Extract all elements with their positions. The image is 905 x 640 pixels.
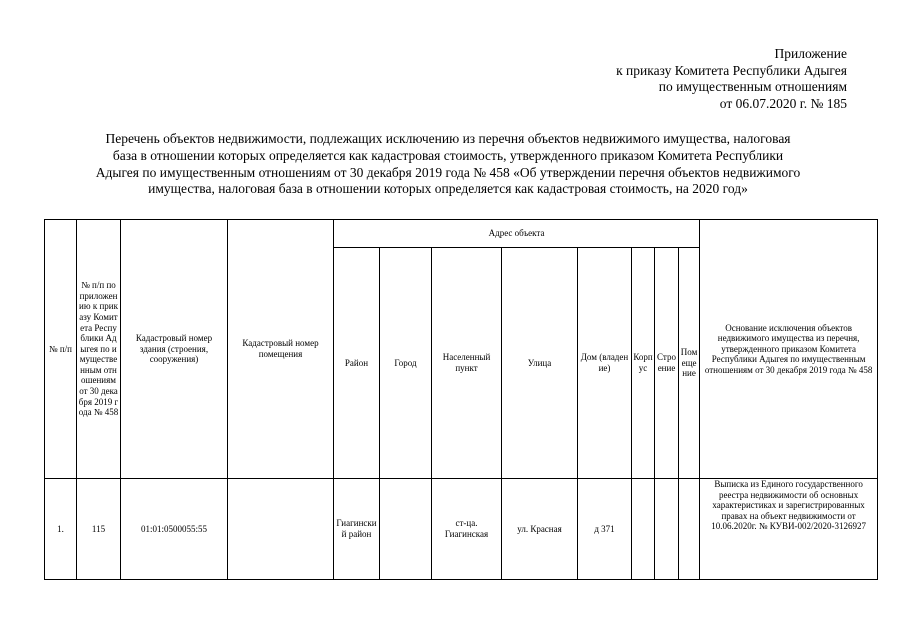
- cell-locality: ст-ца. Гиагинская: [432, 479, 502, 580]
- header-pomeschenie: Помещение: [679, 248, 700, 479]
- cell-stroenie: [655, 479, 679, 580]
- header-basis: Основание исключения объектов недвижимого имущества из перечня, утвержденного приказом Комитета Республики Адыгея по имущественным отношениям от 30 декабря 2019 года № 458: [700, 220, 878, 479]
- cell-num-in-appendix: 115: [77, 479, 121, 580]
- cell-street: ул. Красная: [502, 479, 578, 580]
- cell-city: [380, 479, 432, 580]
- cell-pomeschenie: [679, 479, 700, 580]
- cell-house: д 371: [578, 479, 632, 580]
- header-address-group: Адрес объекта: [334, 220, 700, 248]
- header-city: Город: [380, 248, 432, 479]
- header-house: Дом (владение): [578, 248, 632, 479]
- cell-district: Гиагинский район: [334, 479, 380, 580]
- heading-line: база в отношении которых определяется как кадастровая стоимость, утвержденного приказом Комитета Республики: [112, 147, 784, 163]
- header-num-in-appendix: № п/п по приложению к приказу Комитета Республики Адыгея по имущественным отношениям от 30 декабря 2019 года № 458: [77, 220, 121, 479]
- header-district: Район: [334, 248, 380, 479]
- header-stroenie: Строение: [655, 248, 679, 479]
- heading-line: Перечень объектов недвижимости, подлежащих исключению из перечня объектов недвижимого имущества, налоговая: [105, 131, 791, 146]
- appendix-title: Приложение: [774, 46, 847, 61]
- cell-cadastral-building: 01:01:0500055:55: [121, 479, 228, 580]
- appendix-date-number: от 06.07.2020 г. № 185: [719, 95, 847, 111]
- cell-basis: Выписка из Единого государственного реестра недвижимости об основных характеристиках и зарегистрированных правах на объект недвижимости от 10.06.2020г. № КУВИ-002/2020-3126927: [700, 479, 878, 580]
- header-num: № п/п: [45, 220, 77, 479]
- cell-num: 1.: [45, 479, 77, 580]
- header-street: Улица: [502, 248, 578, 479]
- header-cadastral-premise: Кадастровый номер помещения: [228, 220, 334, 479]
- header-korpus: Корпус: [632, 248, 655, 479]
- table-row: [45, 479, 878, 580]
- objects-table: [44, 219, 878, 580]
- appendix-order-ref: к приказу Комитета Республики Адыгея: [616, 62, 847, 78]
- appendix-block: [616, 46, 847, 112]
- header-locality: Населенный пункт: [432, 248, 502, 479]
- appendix-committee: по имущественным отношениям: [658, 79, 847, 94]
- heading-line: Адыгея по имущественным отношениям от 30 декабря 2019 года № 458 «Об утверждении перечня объектов недвижимого: [95, 164, 801, 180]
- cell-korpus: [632, 479, 655, 580]
- heading-line: имущества, налоговая база в отношении которых определяется как кадастровая стоимость, на 2020 год»: [148, 181, 748, 197]
- header-cadastral-building: Кадастровый номер здания (строения, сооружения): [121, 220, 228, 479]
- cell-cadastral-premise: [228, 479, 334, 580]
- document-heading: [48, 131, 848, 198]
